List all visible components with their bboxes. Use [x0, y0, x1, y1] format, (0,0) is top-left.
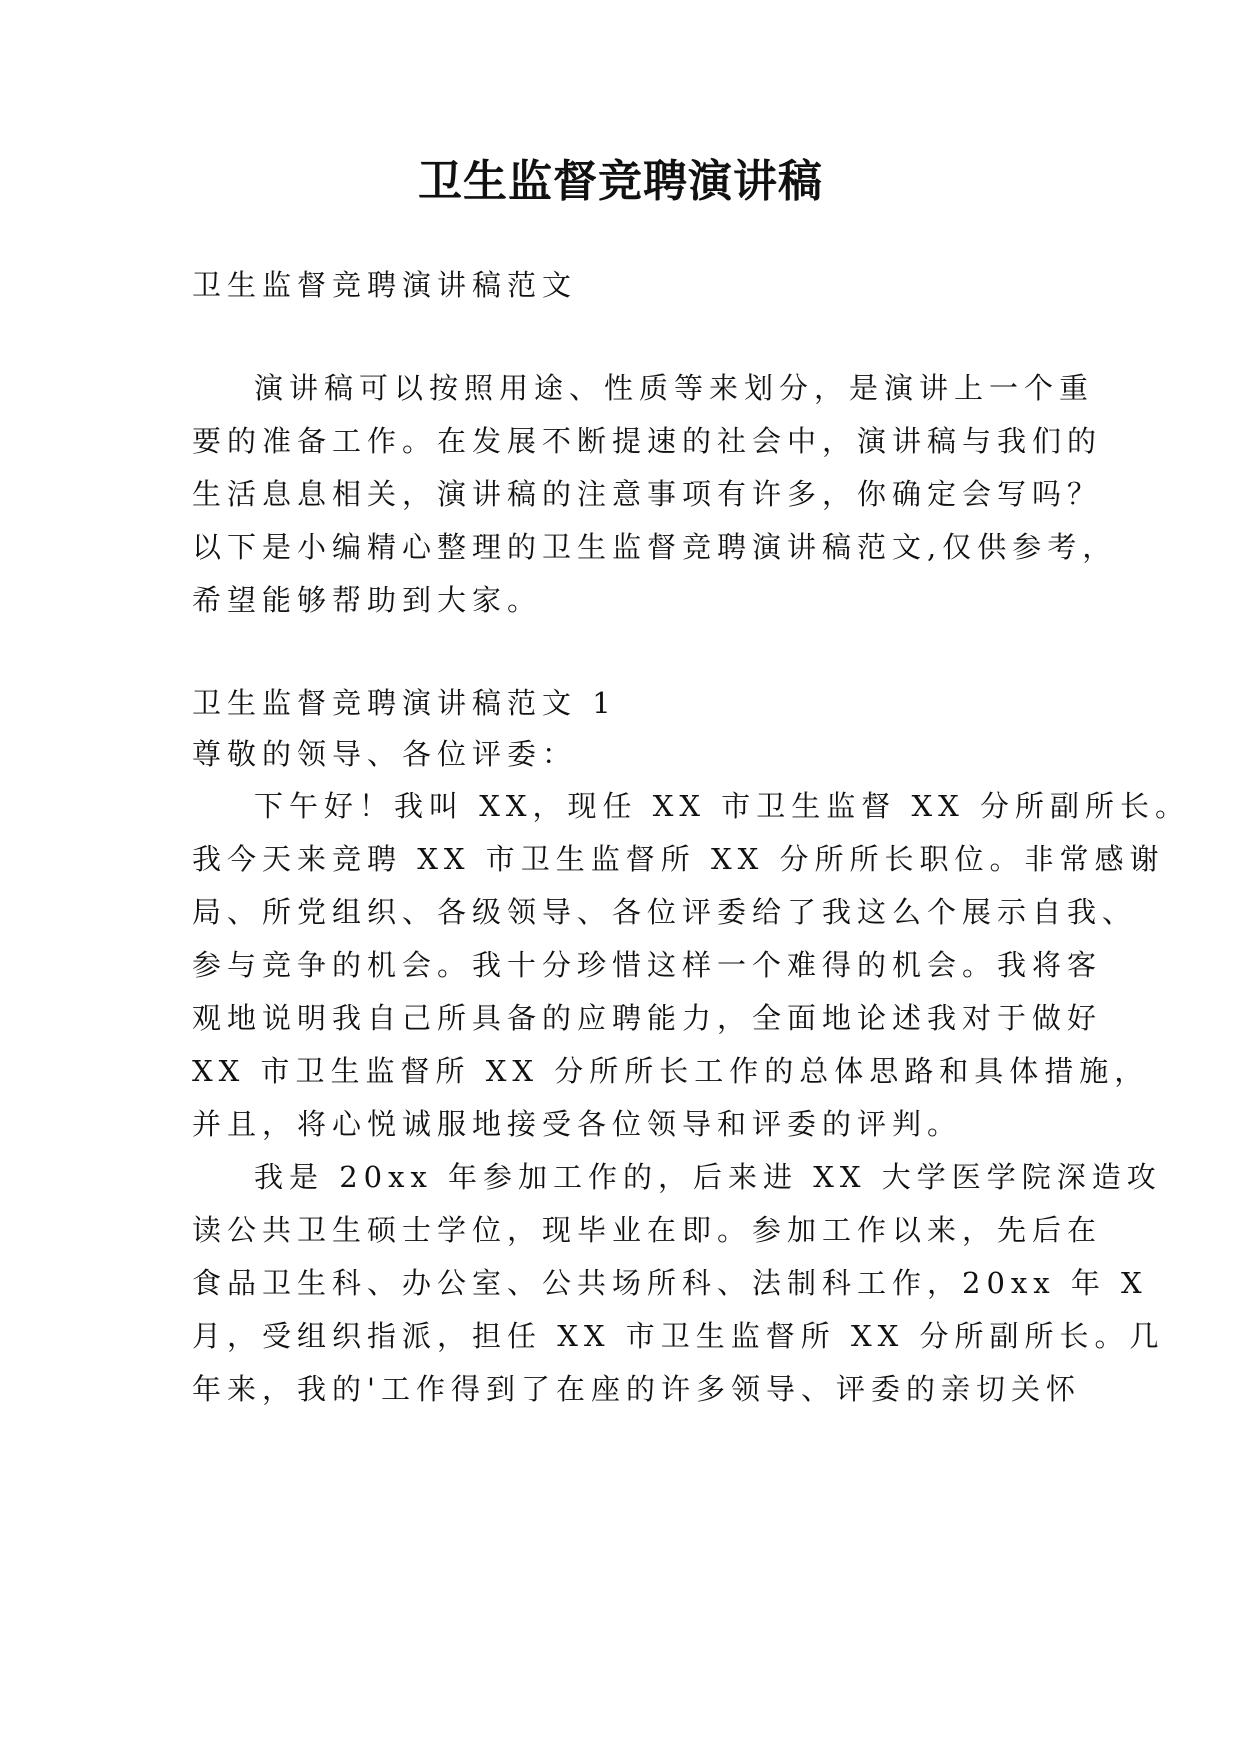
intro-line: 希望能够帮助到大家。 — [192, 583, 543, 617]
document-title: 卫生监督竞聘演讲稿 — [418, 156, 823, 207]
paragraph-line: 观地说明我自己所具备的应聘能力，全面地论述我对于做好 — [192, 1001, 1103, 1035]
section-heading: 卫生监督竞聘演讲稿范文 1 — [192, 686, 617, 720]
intro-line: 要的准备工作。在发展不断提速的社会中，演讲稿与我们的 — [192, 424, 1103, 458]
paragraph-line: 年来，我的'工作得到了在座的许多领导、评委的亲切关怀 — [192, 1372, 1081, 1406]
paragraph-line: 我是 20xx 年参加工作的，后来进 XX 大学医学院深造攻 — [254, 1160, 1162, 1194]
paragraph-line: 局、所党组织、各级领导、各位评委给了我这么个展示自我、 — [192, 895, 1138, 929]
paragraph-line: 我今天来竞聘 XX 市卫生监督所 XX 分所所长职位。非常感谢 — [192, 842, 1165, 876]
intro-line: 演讲稿可以按照用途、性质等来划分，是演讲上一个重 — [254, 371, 1095, 405]
paragraph-line: XX 市卫生监督所 XX 分所所长工作的总体思路和具体措施， — [192, 1054, 1150, 1088]
paragraph-line: 参与竞争的机会。我十分珍惜这样一个难得的机会。我将客 — [192, 948, 1103, 982]
paragraph-line: 下午好！我叫 XX，现任 XX 市卫生监督 XX 分所副所长。 — [254, 789, 1190, 823]
intro-line: 以下是小编精心整理的卫生监督竞聘演讲稿范文,仅供参考， — [192, 530, 1118, 564]
document-subtitle: 卫生监督竞聘演讲稿范文 — [192, 268, 578, 302]
salutation: 尊敬的领导、各位评委： — [192, 737, 578, 771]
paragraph-line: 食品卫生科、办公室、公共场所科、法制科工作，20xx 年 X — [192, 1266, 1148, 1300]
intro-line: 生活息息相关，演讲稿的注意事项有许多，你确定会写吗？ — [192, 477, 1103, 511]
paragraph-line: 读公共卫生硕士学位，现毕业在即。参加工作以来，先后在 — [192, 1213, 1103, 1247]
paragraph-line: 月，受组织指派，担任 XX 市卫生监督所 XX 分所副所长。几 — [192, 1319, 1165, 1353]
paragraph-line: 并且，将心悦诚服地接受各位领导和评委的评判。 — [192, 1107, 963, 1141]
